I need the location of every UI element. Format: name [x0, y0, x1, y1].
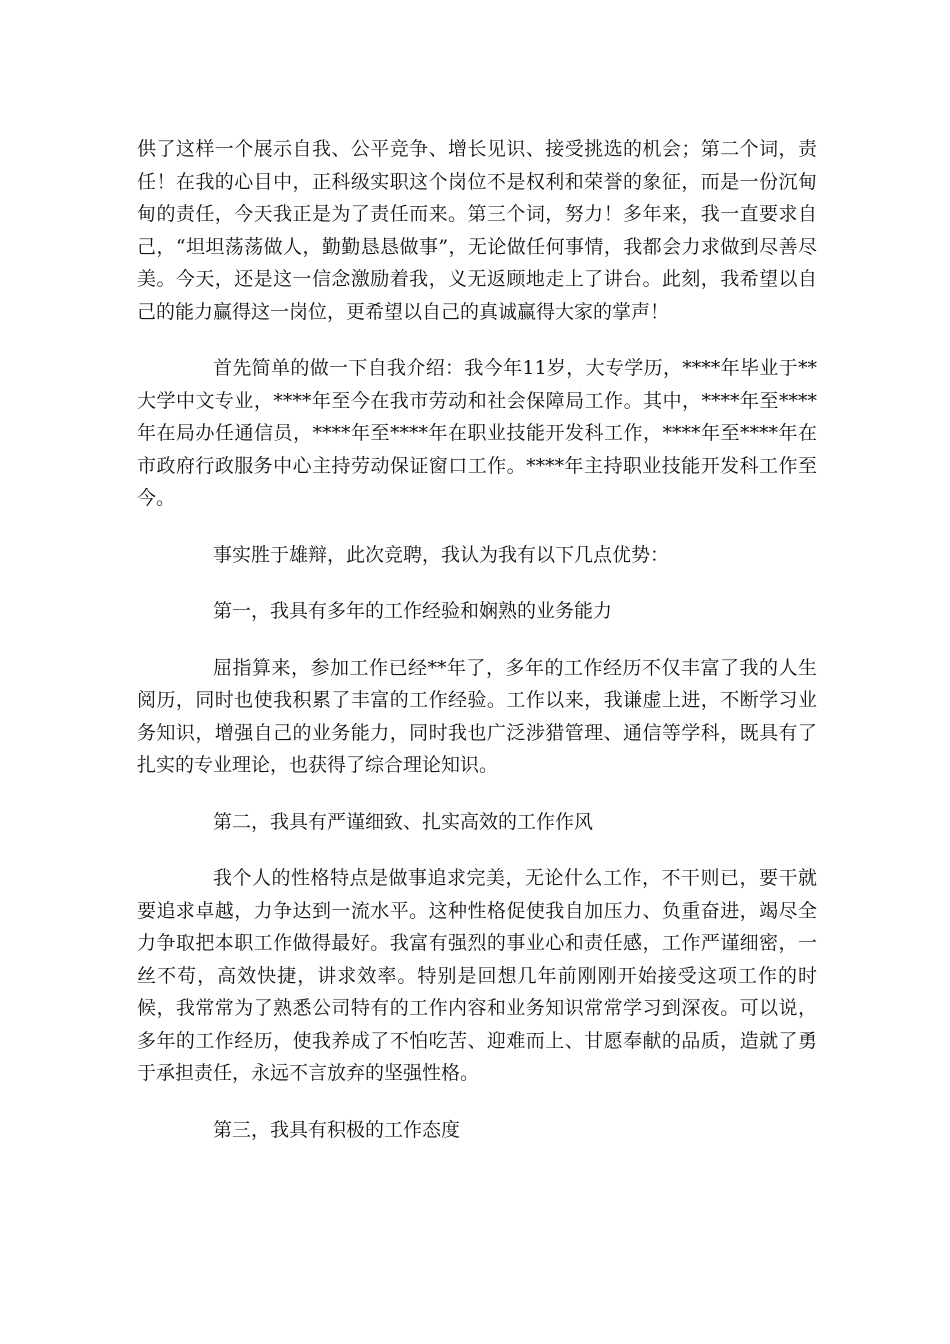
paragraph-experience: 屈指算来，参加工作已经**年了，多年的工作经历不仅丰富了我的人生阅历，同时也使我积累了丰富的工作经验。工作以来，我谦虚上进，不断学习业务知识，增强自己的业务能力，同时我也广泛涉猎管理、通信等学科，既具有了扎实的专业理论，也获得了综合理论知识。 [137, 656, 817, 776]
heading-first-advantage: 第一，我具有多年的工作经验和娴熟的业务能力 [213, 600, 613, 622]
paragraph-opening-continued: 供了这样一个展示自我、公平竞争、增长见识、接受挑选的机会；第二个词，责任！在我的心目中，正科级实职这个岗位不是权利和荣誉的象征，而是一份沉甸甸的责任，今天我正是为了责任而来。第三个词，努力！多年来，我一直要求自己，“坦坦荡荡做人，勤勤恳恳做事”，无论做任何事情，我都会力求做到尽善尽美。今天，还是这一信念激励着我，义无返顾地走上了讲台。此刻，我希望以自己的能力赢得这一岗位，更希望以自己的真诚赢得大家的掌声！ [137, 138, 817, 323]
paragraph-advantages-intro: 事实胜于雄辩，此次竞聘，我认为我有以下几点优势： [213, 543, 670, 566]
heading-second-advantage: 第二，我具有严谨细致、扎实高效的工作作风 [213, 810, 594, 833]
document-body [137, 133, 817, 1170]
paragraph-work-style: 我个人的性格特点是做事追求完美，无论什么工作，不干则已，要干就要追求卓越，力争达到一流水平。这种性格促使我自加压力、负重奋进，竭尽全力争取把本职工作做得最好。我富有强烈的事业心和责任感，工作严谨细密，一丝不苟，高效快捷，讲求效率。特别是回想几年前刚刚开始接受这项工作的时候，我常常为了熟悉公司特有的工作内容和业务知识常常学习到深夜。可以说，多年的工作经历，使我养成了不怕吃苦、迎难而上、甘愿奉献的品质，造就了勇于承担责任，永远不言放弃的坚强性格。 [137, 867, 817, 1084]
heading-third-advantage: 第三，我具有积极的工作态度 [213, 1118, 461, 1141]
paragraph-self-introduction: 首先简单的做一下自我介绍：我今年11岁，大专学历，****年毕业于**大学中文专业，****年至今在我市劳动和社会保障局工作。其中，****年至****年在局办任通信员，****年至****年在职业技能开发科工作，****年至****年在市政府行政服务中心主持劳动保证窗口工作。****年主持职业技能开发科工作至今。 [137, 357, 817, 509]
